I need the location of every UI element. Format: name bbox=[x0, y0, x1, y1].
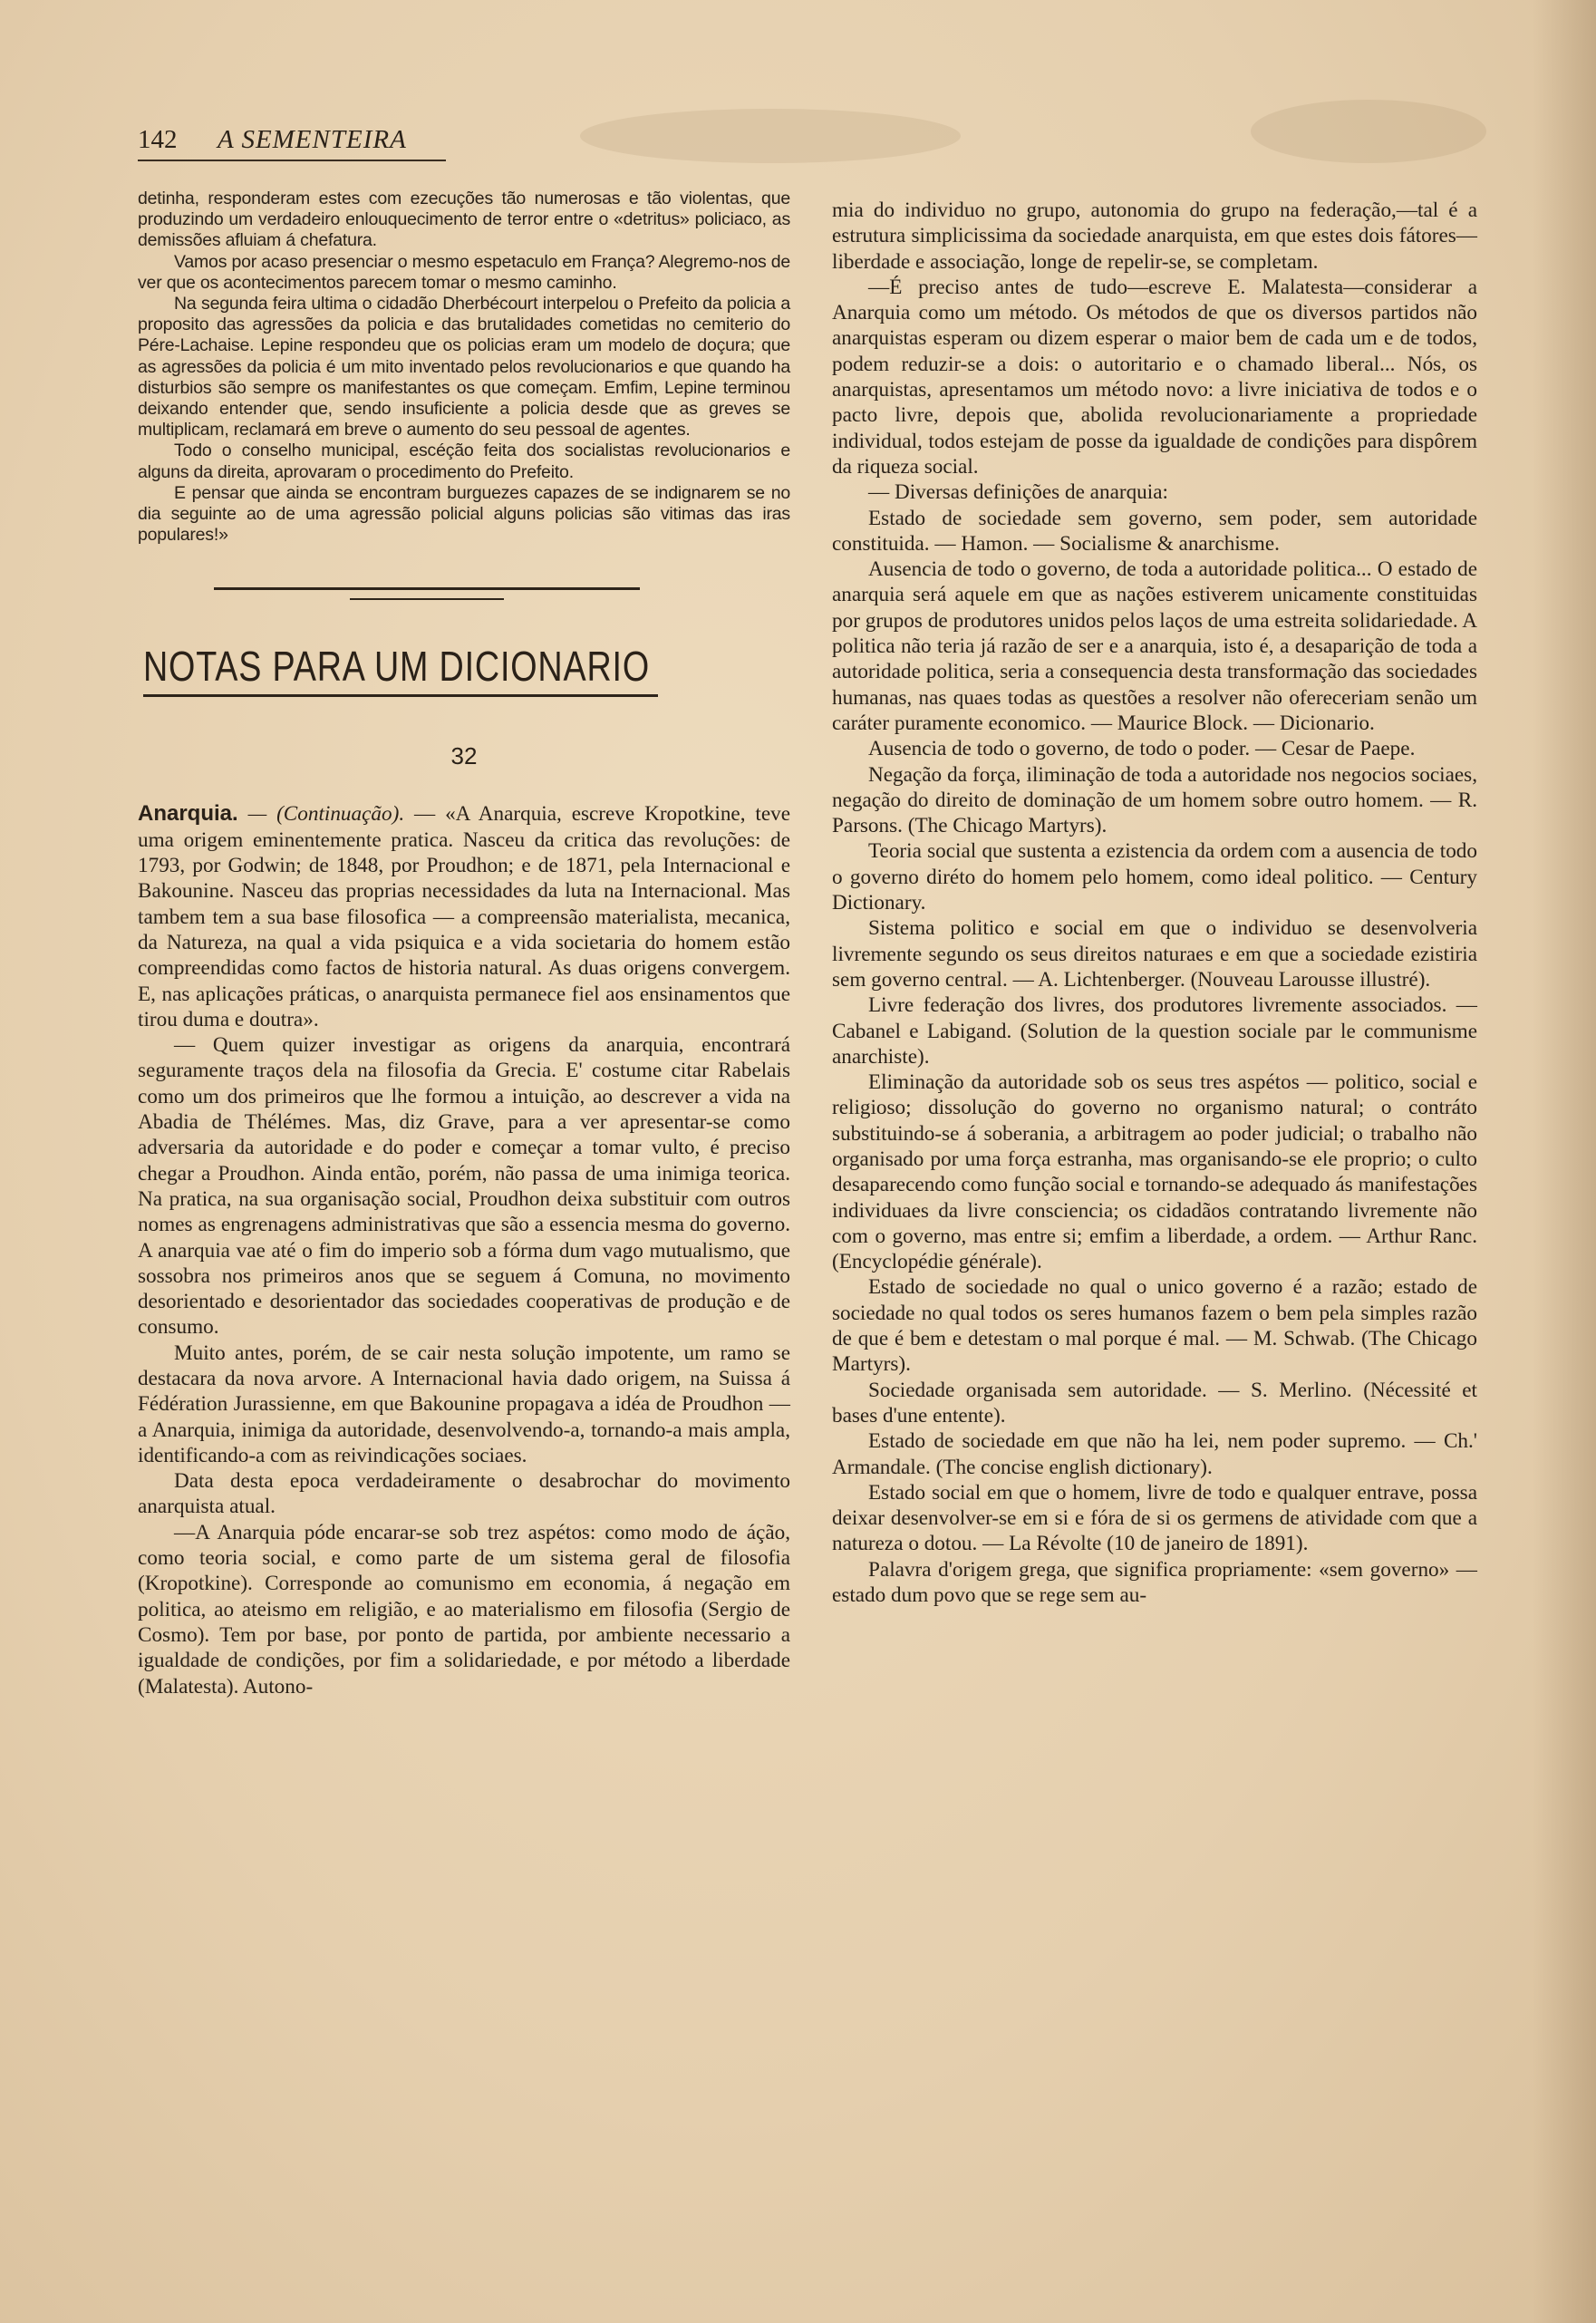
previous-article bbox=[138, 189, 790, 546]
section-divider bbox=[214, 587, 640, 598]
paragraph: Sociedade organisada sem autoridade. — S. Merlino. (Nécessité et bases d'une entente). bbox=[832, 1378, 1477, 1428]
paragraph: Ausencia de todo o governo, de todo o poder. — Cesar de Paepe. bbox=[868, 737, 1416, 761]
paragraph: Eliminação da autoridade sob os seus tres aspétos — politico, social e religioso; dissolução do governo no organismo natural; o contráto substituindo-se á soberania, a arbitragem ao poder judicial; o trabalho não organisado por uma força estranha, mas organisando-se ele proprio; o culto desaparecendo como função social e tornando-se adequado ás manifestações individuaes da livre consciencia; os cidadãos contratando livremente não com o governo, mas entre si; emfim a liberdade, a ordem. — Arthur Ranc. (Encyclopédie générale). bbox=[832, 1070, 1477, 1274]
paragraph: Ausencia de todo o governo, de toda a autoridade politica... O estado de anarquia será aquele em que as nações estiverem unicamente constituidas por grupos de produtores unidos pelos laços de uma estreita solidariedade. A politica não teria já razão de ser e a anarquia, isto é, a desaparição de toda a autoridade politica, seria a consequencia desta transformação das sociedades humanas, nas quaes todas as questões a resolver não ofereceriam senão um caráter puramente economico. — Maurice Block. — Dicionario. bbox=[832, 557, 1477, 735]
paragraph: Estado de sociedade no qual o unico governo é a razão; estado de sociedade no qual todos os seres humanos fazem o bem pela simples razão de que é bem e detestam o mal porque é mal. — M. Schwab. (The Chicago Martyrs). bbox=[832, 1275, 1477, 1377]
paragraph: —É preciso antes de tudo—escreve E. Malatesta—considerar a Anarquia como um método. Os métodos de que os diversos partidos não anarquistas esperam ou dizem esperar o maior bem de cada um e de todos, podem reduzir-se a dois: o autoritario e o chamado liberal... Nós, os anarquistas, apresentamos um método novo: a livre iniciativa de todos e o pacto livre, depois que, abolida revolucionariamente a propriedade individual, todos estejam de posse da igualdade de condições para dispôrem da riqueza social. bbox=[832, 275, 1477, 479]
paragraph: Muito antes, porém, de se cair nesta solução impotente, um ramo se destacara da nova arvore. A Internacional havia dado origem, na Suissa á Fédération Jurassienne, em que Bakounine propagava a idéa de Proudhon — a Anarquia, inimiga da autoridade, desenvolvendo-a, tornando-a mais ampla, identificando-a com as reivindicações sociaes. bbox=[138, 1341, 790, 1467]
paragraph: — Quem quizer investigar as origens da anarquia, encontrará seguramente traços dela na filosofia da Grecia. E' costume citar Rabelais como um dos primeiros que lhe formou a intuição, ao descrever a vida na Abadia de Thélémes. Mas, diz Grave, para a ver apresentar-se como adversaria da autoridade e do poder e começar a tomar vulto, é preciso chegar a Proudhon. Ainda então, porém, não passa de uma inimiga teorica. Na pratica, na sua organisação social, Proudhon deixa substituir com outros nomes as engrenagens administrativas que são a essencia mesma do governo. A anarquia vae até o fim do imperio sob a fórma dum vago mutualismo, que sossobra nos primeiros anos que se seguem á Comuna, no movimento desorientado e desorientador das sociedades cooperativas de produção e de consumo. bbox=[138, 1033, 790, 1340]
paragraph: Estado de sociedade em que não ha lei, nem poder supremo. — Ch.' Armandale. (The concise english dictionary). bbox=[832, 1429, 1477, 1479]
article-body bbox=[138, 801, 790, 1699]
paragraph: Livre federação dos livres, dos produtores livremente associados. — Cabanel e Labigand. (Solution de la question sociale par le communisme anarchiste). bbox=[832, 993, 1477, 1069]
paragraph-text: — «A Anarquia, escreve Kropotkine, teve uma origem eminentemente pratica. Nasceu da critica das revoluções: de 1793, por Godwin; de 1848, por Proudhon; e de 1871, pela Internacional e Bakounine. Nasceu das proprias necessidades da luta na Internacional. Mas tambem tem a sua base filosofica — a compreensão materialista, mecanica, da Natureza, na qual a vida psiquica e a vida societaria do homem estão compreendidas como factos de historia natural. As duas origens convergem. E, nas aplicações práticas, o anarquista permanece fiel aos ensinamentos que tirou duma e doutra». bbox=[138, 802, 791, 1031]
entry-lead-word: Anarquia. bbox=[138, 801, 238, 827]
paragraph: Todo o conselho municipal, escéção feita dos socialistas revolucionarios e alguns da direita, aprovaram o procedimento do Prefeito. bbox=[138, 440, 790, 482]
paragraph: Vamos por acaso presenciar o mesmo espetaculo em França? Alegremo-nos de ver que os acontecimentos parecem tomar o mesmo caminho. bbox=[138, 251, 791, 293]
page-header bbox=[138, 125, 1407, 161]
paragraph: Teoria social que sustenta a ezistencia da ordem com a ausencia de todo o governo diréto do homem pelo homem, como ideal politico. — Century Dictionary. bbox=[832, 839, 1477, 915]
paragraph: —A Anarquia póde encarar-se sob trez aspétos: como modo de áção, como teoria social, e como parte de um sistema geral de filosofia (Kropotkine). Corresponde ao comunismo em economia, á negação em politica, ao ateismo em religião, e ao materialismo em filosofia (Sergio de Cosmo). Tem por base, por ponto de partida, por ambiente necessario a igualdade de condições, por fim a solidariedade, e por método a liberdade (Malatesta). Autono- bbox=[138, 1520, 790, 1699]
paragraph: — Diversas definições de anarquia: bbox=[868, 480, 1168, 505]
paragraph: Estado de sociedade sem governo, sem poder, sem autoridade constituida. — Hamon. — Socialisme & anarchisme. bbox=[832, 506, 1477, 556]
paragraph: Negação da força, iliminação de toda a autoridade nos negocios sociaes, negação do direito de dominação de um homem sobre outro homem. — R. Parsons. (The Chicago Martyrs). bbox=[832, 762, 1477, 838]
left-column bbox=[138, 189, 790, 1699]
header-rule bbox=[138, 160, 446, 161]
paragraph: Estado social em que o homem, livre de todo e qualquer entrave, possa deixar desenvolver-se em si e fóra de si os germens de atividade com que a natureza o dotou. — La Révolte (10 de janeiro de 1891). bbox=[832, 1480, 1477, 1556]
paragraph: Palavra d'origem grega, que significa propriamente: «sem governo» — estado dum povo que se rege sem au- bbox=[832, 1557, 1477, 1608]
paragraph: Sistema politico e social em que o individuo se desenvolveria livremente segundo os seus direitos naturaes e em que a sociedade ezistiria sem governo central. — A. Lichtenberger. (Nouveau Larousse illustré). bbox=[832, 916, 1477, 992]
paragraph: mia do individuo no grupo, autonomia do grupo na federação,—tal é a estrutura simplicissima da sociedade anarquista, em que estes dois fátores—liberdade e associação, longe de repelir-se, se completam. bbox=[832, 198, 1477, 274]
paragraph: Data desta epoca verdadeiramente o desabrochar do movimento anarquista atual. bbox=[138, 1469, 790, 1519]
paragraph: detinha, responderam estes com ezecuções tão numerosas e tão violentas, que produzindo um verdadeiro enlouquecimento de terror entre o «detritus» policiaco, as demissões afluiam á chefatura. bbox=[138, 189, 790, 251]
continuation-note: — (Continuação). bbox=[247, 802, 405, 827]
paragraph: E pensar que ainda se encontram burguezes capazes de se indignarem se no dia seguinte ao de uma agressão policial alguns policias são vitimas das iras populares!» bbox=[138, 482, 790, 546]
journal-title: A SEMENTEIRA bbox=[218, 125, 407, 154]
section-number: 32 bbox=[450, 742, 478, 770]
title-rule bbox=[143, 694, 658, 697]
section-title: NOTAS PARA UM DICIONARIO bbox=[143, 643, 650, 691]
right-column bbox=[832, 198, 1477, 1608]
paragraph bbox=[138, 801, 790, 1032]
page-number: 142 bbox=[138, 125, 178, 154]
paper-edge-shadow bbox=[1533, 0, 1596, 2323]
paragraph: Na segunda feira ultima o cidadão Dherbécourt interpelou o Prefeito da policia a proposito das agressões da policia e das brutalidades cometidas no cemiterio do Pére-Lachaise. Lepine respondeu que os policias eram um modelo de doçura; que as agressões da policia é um mito inventado pelos revolucionarios e que quando ha disturbios são sempre os manifestantes os que começam. Emfim, Lepine terminou deixando entender que, sendo insuficiente a policia desde que as greves se multiplicam, reclamará em breve o aumento do seu pessoal de agentes. bbox=[138, 294, 790, 440]
